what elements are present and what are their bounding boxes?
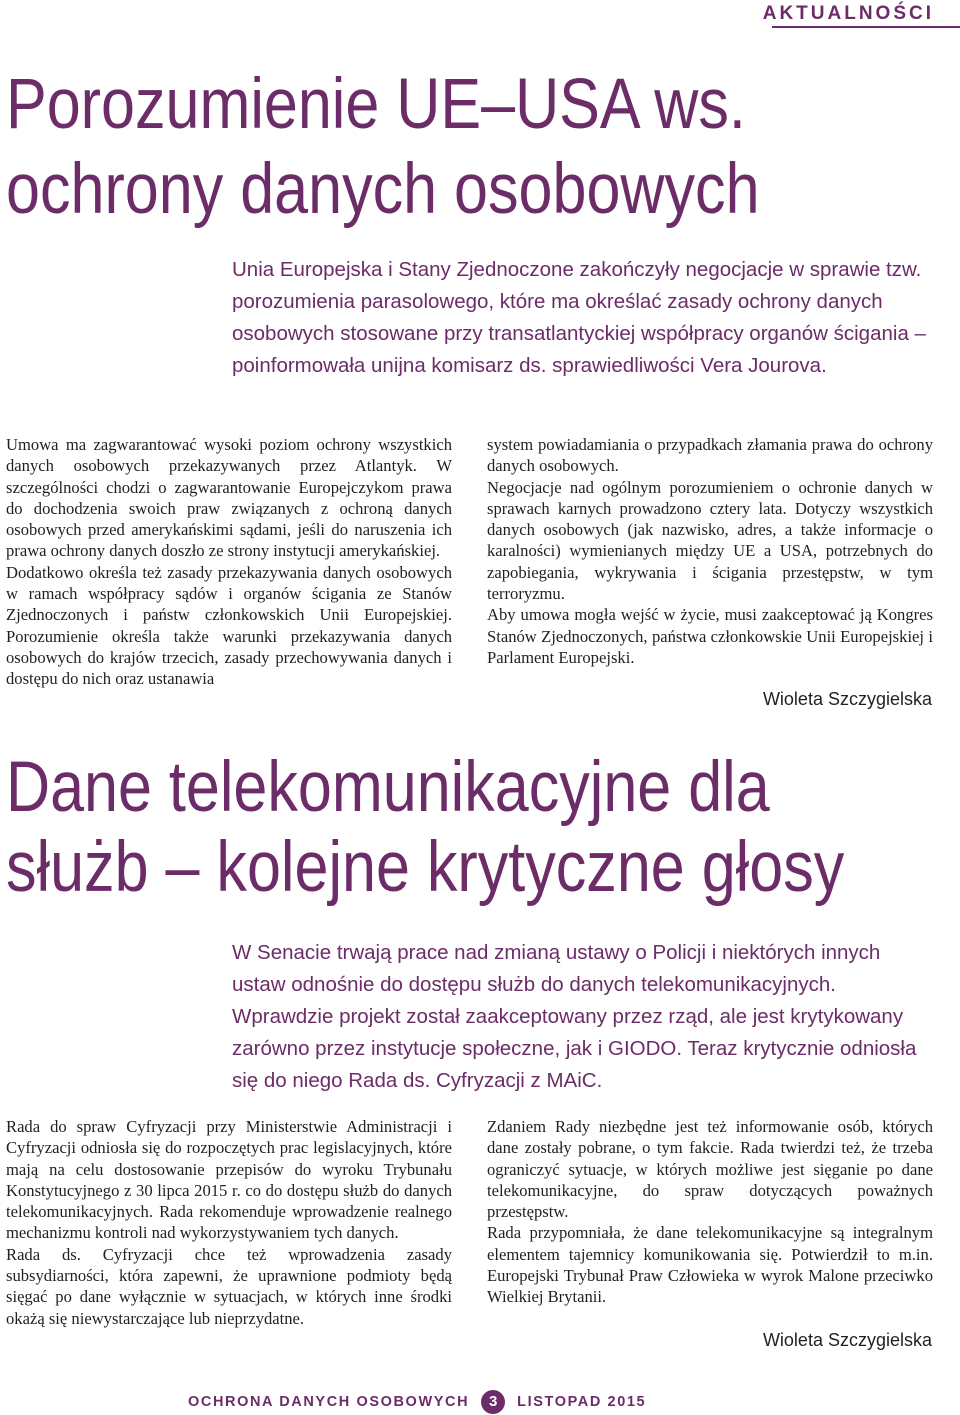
article2-title-line1: Dane telekomunikacyjne dla [6,748,770,827]
article2-lead: W Senacie trwają prace nad zmianą ustawy o Policji i niektórych innych ustaw odnośnie do dostępu służb do danych telekomunikacyjnych. Wprawdzie projekt został zaakceptowany przez rząd, ale jest krytykowany zarówno przez instytucje społeczne, jak i GIODO. Teraz krytycznie odniosła się do niego Rada ds. Cyfryzacji z MAiC. [232,941,917,1092]
section-tag: AKTUALNOŚCI [762,3,934,24]
paragraph: Rada przypomniała, że dane telekomunikacyjne są integralnym elementem tajemnicy komunikowania się. Potwierdził to m.in. Europejski Trybunał Praw Człowieka w wyrok Malone przeciwko Wielkiej Brytanii. [487,1223,933,1307]
article1-title [6,62,866,232]
paragraph: Dodatkowo określa też zasady przekazywania danych osobowych w ramach współpracy sądów i organów ścigania ze Stanów Zjednoczonych i państw członkowskich Unii Europejskiej. Porozumienie określa także warunki przekazywania danych osobowych do krajów trzecich, zasady przechowywania danych i dostępu do nich oraz ustanawia [6,562,452,689]
article1-title-line2: ochrony danych osobowych [6,150,760,229]
article1-right-column [487,434,933,668]
article2-right-column [487,1116,933,1308]
footer-publication: OCHRONA DANYCH OSOBOWYCH [188,1394,470,1410]
page-number-badge: 3 [481,1390,505,1414]
paragraph: system powiadamiania o przypadkach złamania prawa do ochrony danych osobowych. [487,435,933,476]
paragraph: Aby umowa mogła wejść w życie, musi zaakceptować ją Kongres Stanów Zjednoczonych, państwa członkowskie Unii Europejskiej i Parlament Europejski. [487,605,933,667]
article1-title-line1: Porozumienie UE–USA ws. [6,65,746,144]
article2-left-column [6,1116,452,1329]
article2-title [6,748,952,908]
article2-author: Wioleta Szczygielska [762,1330,932,1350]
page-footer [188,1390,646,1414]
paragraph: Rada do spraw Cyfryzacji przy Ministerstwie Administracji i Cyfryzacji odniosła się do rozpoczętych prac legislacyjnych, które mają na celu dostosowanie przepisów do wyroku Trybunału Konstytucyjnego z 30 lipca 2015 r. co do dostępu służb do danych telekomunikacyjnych. Rada rekomenduje wprowadzenie realnego mechanizmu kontroli nad wykorzystywaniem tych danych. [6,1117,452,1243]
paragraph: Umowa ma zagwarantować wysoki poziom ochrony wszystkich danych osobowych przekazywanych przez Atlantyk. W szczególności chodzi o zagwarantowanie Europejczykom prawa do dochodzenia swoich praw związanych z ochroną danych osobowych przed amerykańskimi sądami, jeśli do naruszenia ich prawa ochrony danych doszło ze strony instytucji amerykańskiej. [6,435,452,561]
article2-title-line2: służb – kolejne krytyczne głosy [6,828,845,907]
article1-author: Wioleta Szczygielska [762,689,932,709]
paragraph: Negocjacje nad ogólnym porozumieniem o ochronie danych w sprawach karnych prowadzono cztery lata. Dotyczy wszystkich danych osobowych (jak nazwisko, adres, a także informacje o karalności) wymienianych między UE a USA, potrzebnych do zapobiegania, wykrywania i ścigania przestępstw, w tym terroryzmu. [487,477,933,604]
paragraph: Rada ds. Cyfryzacji chce też wprowadzenia zasady subsydiarności, która zapewni, że uprawnione podmioty będą sięgać po dane wyłącznie w sytuacjach, w których inne środki okażą się niewystarczające lub nieprzydatne. [6,1244,452,1328]
section-divider [772,26,960,28]
footer-issue: LISTOPAD 2015 [517,1394,647,1410]
paragraph: Zdaniem Rady niezbędne jest też informowanie osób, których dane zostały pobrane, o tym fakcie. Rada twierdzi też, że trzeba ograniczyć sytuacje, w których możliwe jest sięganie po dane telekomunikacyjne, do spraw dotyczących poważnych przestępstw. [487,1117,933,1222]
article1-left-column [6,434,452,690]
article1-lead: Unia Europejska i Stany Zjednoczone zakończyły negocjacje w sprawie tzw. porozumienia parasolowego, które ma określać zasady ochrony danych osobowych stosowane przy transatlantyckiej współpracy organów ścigania – poinformowała unijna komisarz ds. sprawiedliwości Vera Jourova. [232,258,926,377]
